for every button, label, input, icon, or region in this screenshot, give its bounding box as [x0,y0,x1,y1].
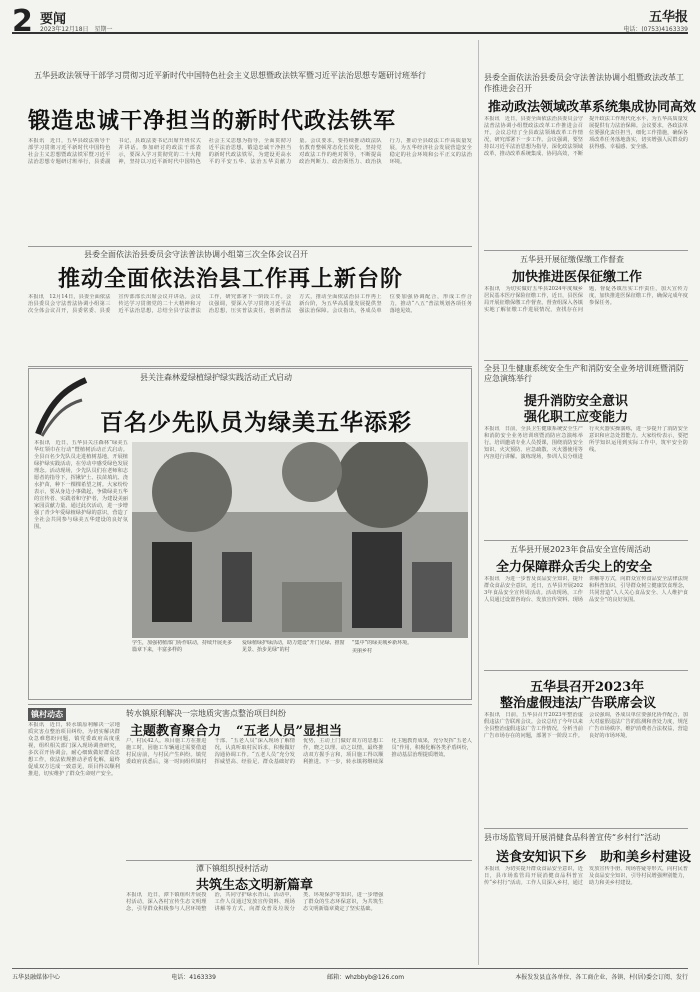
article-body: 本报讯 近日，潭下镇组织开展授村活动，深入各村宣传生态文明理念，引导群众积极参与人居环境整治，共同守护绿水青山。活动中，工作人员通过发放宣传资料、现场讲解等方式，向群众普及垃圾分类、环境保护等知识，进一步增强了群众的生态环保意识，为共筑生态文明新篇章奠定了坚实基础。 [126,892,384,912]
page-footer [12,968,688,981]
article-headline: 送食安知识下乡 助和美乡村建设 [496,850,692,865]
article-kicker: 县委全面依法治县委员会守法普法协调小组第三次全体会议召开 [84,250,308,259]
article-kicker: 五华县开展2023年食品安全宣传周活动 [510,545,651,554]
footer-tel: 电话：4163339 [171,974,216,981]
column-divider [478,40,479,965]
footer-email: 邮箱：whzbbyb@126.com [327,974,405,981]
photo-caption: 爱绿植绿护绿活动，助力建设“开门见绿、推窗见景、抬步见绿”的村 [242,640,345,653]
page-header [12,4,688,39]
issue-date: 2023年12月18日 星期一 [40,26,113,33]
article-body: 本报讯 12月14日，县委全面依法治县委员会守法普法协调小组第三次全体会议召开，县委常委、县委宣传部部长出席会议并讲话。会议传达学习贯彻党的二十大精神和习近平法治思想，总结全县守法普法工作，研究部署下一阶段工作。会议强调，要深入学习贯彻习近平法治思想，压实普法责任，创新普法方式，推动全面依法治县工作再上新台阶，为五华高质量发展提供坚强法治保障。会议指出，各成员单位要加强协调配合，形成工作合力，推动“八五”普法规划各项任务落地见效。 [28,294,472,314]
article-body: 本报讯 为切实做好五华县2024年度城乡居民基本医疗保险征缴工作，近日，县医保局开展征缴保缴工作督查。督查组深入各镇实地了解征缴工作进展情况，查找存在问题，督促各镇压实工作责任，加大宣传力度，加快推进医保征缴工作，确保完成年度参保任务。 [484,286,688,313]
article-headline: “五老人员”显担当 [236,724,342,739]
section-divider [484,360,688,361]
article-headline: 推动政法领域改革系统集成协同高效 [488,100,697,115]
article-kicker: 县市场监管局开展消健食品科普宣传“乡村行”活动 [484,833,661,842]
section-divider [126,860,472,861]
article-body: 本报讯 近日，转水镇原利解决一宗地质灾害点整治项目纠纷。为切实解决群众急难愁盼问题，镇党委政府高度重视，组织相关部门深入现场调查研究，多次召开协调会，耐心细致做好群众思想工作，依法依规推动矛盾化解，最终促成双方达成一致意见，项目得以顺利推进，切实维护了群众生命财产安全。 [28,722,120,777]
article-body: 本报讯 为进一步普及食品安全知识，提升群众食品安全意识，近日，五华县开展2023年食品安全宣传周活动。活动现场，工作人员通过设置咨询台、发放宣传资料、现场讲解等方式，向群众宣传食品安全法律法规和科普知识，引导群众树立健康饮食理念，共同营造“人人关心食品安全、人人维护食品安全”的良好氛围。 [484,576,688,603]
section-divider [28,246,472,247]
section-divider [28,704,472,705]
photo-caption: “集中”的绿美城乡新环境。 [352,640,413,646]
article-kicker: 潭下镇组织授村活动 [196,864,268,873]
section-divider [484,670,688,671]
article-body: 本报讯 近日，五华县政法领导干部学习贯彻习近平新时代中国特色社会主义思想暨政法铁军暨习近平法治思想专题研讨班举行，县委副书记、县政法委书记出席开班仪式并讲话。参加研讨的政法干部表示，要深入学习贯彻党的二十大精神，坚持以习近平新时代中国特色社会主义思想为指导，全面贯彻习近平法治思想，锻造忠诚干净担当的新时代政法铁军，为建设更高水平的平安五华、法治五华贡献力量。会议要求，要持续推动政法队伍教育整顿常态化长效化，坚持党对政法工作的绝对领导，不断提高政治判断力、政治领悟力、政治执行力，推动全县政法工作高质量发展，为五华经济社会发展营造安全稳定的社会环境和公平正义的法治环境。 [28,138,472,165]
footer-note: 本报发发县直各单位、各工商企业、各镇、村(居)委会订阅、发行 [515,974,688,981]
article-headline: 锻造忠诚干净担当的新时代政法铁军 [28,108,397,134]
section-divider [484,828,688,829]
article-headline: 全力保障群众舌尖上的安全 [496,560,653,575]
article-headline: 五华县召开2023年 [530,680,645,695]
paper-name: 五华报 [648,10,688,25]
article-body: 本报讯 近日，五华县关注森林“绿美五华红领巾在行动”暨植树活动正式启动。全县百名少先队员走进植树基地，开展植绿护绿实践活动，在劳动中感受绿色发展理念。活动现场，少先队员们在老师和志愿者的指导下，挥锹铲土、扶苗填坑、浇水护苗，种下一棵棵希望之树。大家纷纷表示，要从身边小事做起，争做绿美五华的宣传者、实践者和守护者，为建设美丽家园贡献力量。通过此次活动，进一步增强了青少年爱绿植绿护绿的意识，营造了全社会共同参与绿美五华建设的良好氛围。 [34,440,128,530]
article-headline: 提升消防安全意识 [524,394,629,409]
article-headline: 百名少先队员为绿美五华添彩 [100,409,412,436]
section-name: 要闻 [40,12,67,27]
article-body: 本报讯 近日，县委全面依法治县委员会守法普法协调小组暨政法改革工作推进会召开。会议总结了全县政法领域改革工作情况，研究部署下一步工作。会议强调，要坚持以习近平法治思想为指导，深化政法领域改革，推动改革系统集成、协同高效，不断提升政法工作现代化水平，为五华高质量发展提供有力法治保障。会议要求，各政法单位要强化责任担当，细化工作措施，确保各项改革任务落地落实，切实增强人民群众的获得感、幸福感、安全感。 [484,116,688,157]
tree-planting-photo [132,442,468,638]
article-headline: 主题教育聚合力 [130,724,222,739]
section-divider [484,540,688,541]
article-headline: 共筑生态文明新篇章 [196,878,314,893]
photo-caption: 学生，加强初植部门协作联动，持续开展更多篇章下来，丰富多样的 [132,640,232,653]
article-kicker: 县关注森林爱绿植绿护绿实践活动正式启动 [140,373,292,382]
page-number: 2 [12,4,33,39]
section-divider [28,366,472,367]
article-headline: 强化职工应变能力 [524,410,629,425]
article-headline: 整治虚假违法广告联席会议 [500,696,657,711]
article-body: 户、村民42人。项目施工方在推进施工时，因施工车辆通过需要借道村民房前，与村民产生纠纷。镇党委政府获悉后，第一时间组织镇村干部、“五老人员”深入现场了解情况，认真听取村民诉求，积极做好沟通协调工作。“五老人员”充分发挥威望高、经验足、群众基础好的优势，主动上门做好双方的思想工作，晓之以理、动之以情，最终推动双方握手言和，项目施工得以顺利推进。下一步，转水镇将继续深化主题教育成果，充分发挥“五老人员”作用，积极化解各类矛盾纠纷，推动基层治理提质增效。 [126,738,472,765]
section-divider [484,250,688,251]
footer-publisher: 五华县融媒体中心 [12,974,61,981]
photo-caption: 美丽乡村 [352,648,373,654]
article-kicker: 县委全面依法治县委员会守法普法协调小组暨政法改革工作推进会召开 [484,73,684,93]
article-kicker: 转水镇原利解决一宗地质灾害点整治项目纠纷 [126,709,286,718]
article-headline: 加快推进医保征缴工作 [512,270,643,285]
article-headline: 推动全面依法治县工作再上新台阶 [58,266,404,292]
article-body: 本报讯 为切实提升群众食品安全意识，近日，县市场监管局开展消健食品科普宣传“乡村行”活动。工作人员深入乡村，通过发放宣传手册、现场答疑等形式，向村民普及食品安全知识，引导村民增强辨别能力，助力和美乡村建设。 [484,866,688,886]
article-kicker: 全县卫生健康系统安全生产和消防安全业务培训班暨消防应急演练举行 [484,364,684,383]
article-kicker: 五华县政法领导干部学习贯彻习近平新时代中国特色社会主义思想暨政法铁军暨习近平法治思想专题研讨班举行 [34,71,426,80]
article-body: 本报讯 日前，全县卫生健康系统安全生产和消防安全业务培训班暨消防应急演练举行。培训邀请专业人员授课，围绕消防安全知识、火灾预防、应急疏散、灭火器使用等内容进行讲解。演练现场，参训人员分组进行灭火器实操演练，进一步提升了消防安全意识和应急处置能力。大家纷纷表示，要把所学知识运用到实际工作中，筑牢安全防线。 [484,426,688,460]
article-body: 本报讯 日前，五华县召开2023年整治虚假违法广告联席会议。会议总结了今年以来全县整治虚假违法广告工作情况，分析当前广告市场存在的问题，部署下一阶段工作。会议强调，各成员单位要强化协作配合，加大对虚假违法广告的监测和查处力度，规范广告市场秩序，维护消费者合法权益，营造良好的市场环境。 [484,712,688,739]
article-kicker: 五华县开展征缴保缴工作督查 [520,255,624,264]
column-badge: 镇村动态 [28,708,66,721]
brush-art-icon [32,376,90,440]
header-tel: 电话：(0753)4163339 [623,26,688,33]
